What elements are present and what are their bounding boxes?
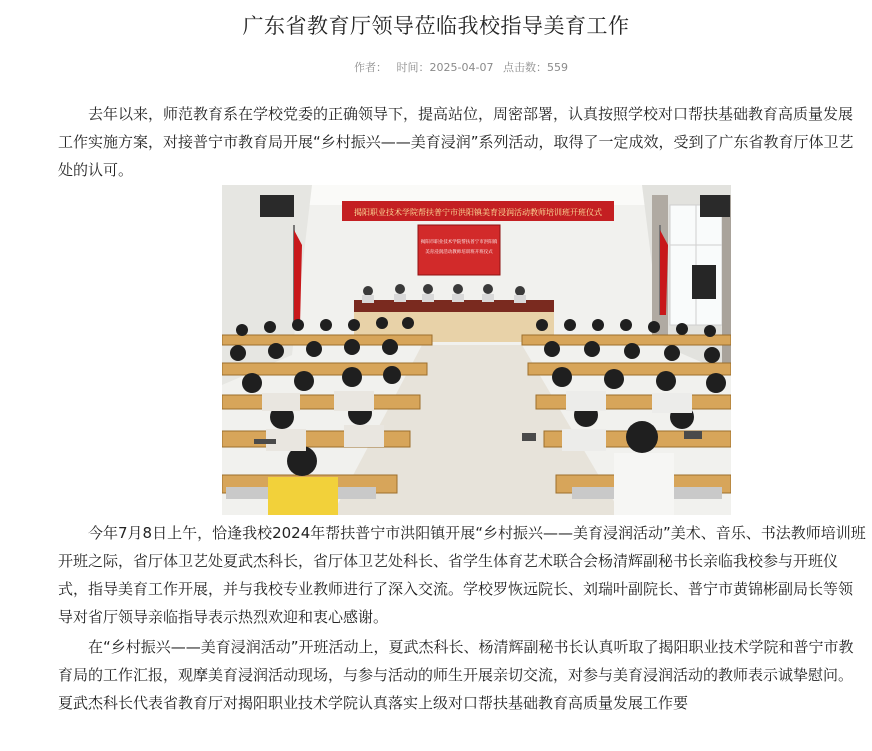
meta-clicks: 点击数：559 (502, 61, 568, 74)
article-meta (0, 59, 872, 75)
article-paragraph: 在“乡村振兴——美育浸润活动”开班活动上，夏武杰科长、杨清辉副秘书长认真听取了揭阳职业技术学院和普宁市教育局的工作汇报，观摩美育浸润活动现场，与参与活动的师生开展亲切交流，对参与美育浸润活动的教师表示诚挚慰问。夏武杰科长代表省教育厅对揭阳职业技术学院认真落实上级对口帮扶基础教育高质量发展工作要 (58, 638, 854, 712)
meta-time: 时间：2025-04-07 (396, 61, 494, 74)
photo-screen-line2: 美育浸润活动教师培训班开班仪式 (425, 250, 493, 255)
photo-banner-text: 揭阳职业技术学院帮扶普宁市洪阳镇美育浸润活动教师培训班开班仪式 (354, 208, 602, 217)
meta-author: 作者： (354, 61, 388, 74)
photo-screen-line1: 揭阳市职业技术学院帮扶普宁市洪阳镇 (420, 240, 498, 245)
event-photo (222, 185, 731, 515)
article-title: 广东省教育厅领导莅临我校指导美育工作 (242, 14, 630, 38)
article-paragraph: 去年以来，师范教育系在学校党委的正确领导下，提高站位，周密部署，认真按照学校对口帮扶基础教育高质量发展工作实施方案，对接普宁市教育局开展“乡村振兴——美育浸润”系列活动，取得了一定成效，受到了广东省教育厅体卫艺处的认可。 (58, 105, 854, 179)
article-paragraph: 今年7月8日上午，恰逢我校2024年帮扶普宁市洪阳镇开展“乡村振兴——美育浸润活动”美术、音乐、书法教师培训班开班之际，省厅体卫艺处夏武杰科长，省厅体卫艺处科长、省学生体育艺术联合会杨清辉副秘书长亲临我校参与开班仪式，指导美育工作开展，并与我校专业教师进行了深入交流。学校罗恢远院长、刘瑞叶副院长、普宁市黄锦彬副局长等领导对省厅领导亲临指导表示热烈欢迎和衷心感谢。 (58, 524, 866, 626)
